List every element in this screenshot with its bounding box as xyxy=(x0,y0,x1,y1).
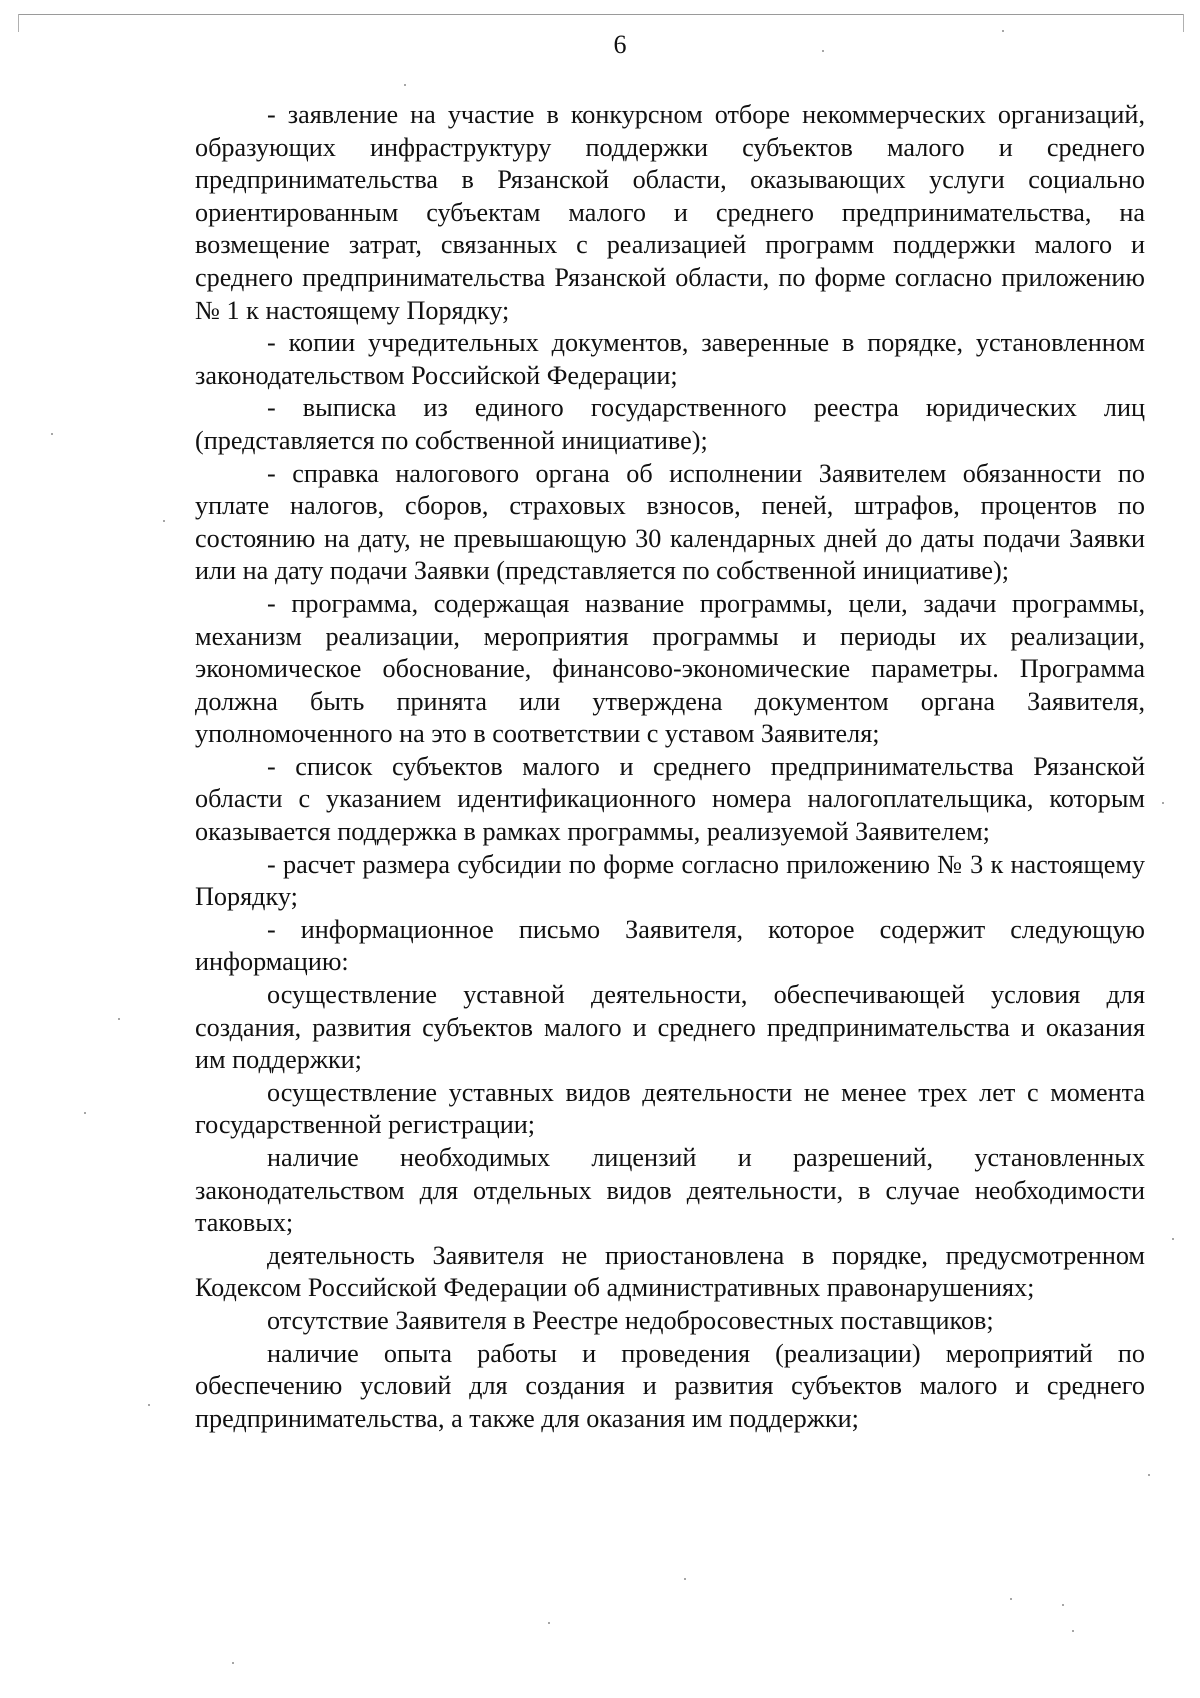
document-body xyxy=(195,99,1145,1435)
paragraph-experience: наличие опыта работы и проведения (реализации) мероприятий по обеспечению условий для создания и развития субъектов малого и среднего предпринимательства, а также для оказания им поддержки; xyxy=(195,1338,1145,1433)
scan-speck xyxy=(51,433,53,435)
scan-speck xyxy=(684,1578,686,1580)
page-number: 6 xyxy=(613,30,627,59)
paragraph-tax-certificate: - справка налогового органа об исполнении Заявителем обязанности по уплате налогов, сборов, страховых взносов, пеней, штрафов, процентов по состоянию на дату, не превышающую 30 календарных дней до даты подачи Заявки или на дату подачи Заявки (представляется по собственной инициативе); xyxy=(195,458,1145,586)
scan-border-top xyxy=(18,14,1184,15)
scan-speck xyxy=(1002,30,1004,32)
scan-speck xyxy=(84,1112,86,1114)
paragraph-sme-list: - список субъектов малого и среднего предпринимательства Рязанской области с указанием идентификационного номера налогоплательщика, которым оказывается поддержка в рамках программы, реализуемой Заявителем; xyxy=(195,751,1145,847)
scan-speck xyxy=(548,1622,550,1624)
scan-speck xyxy=(1010,1598,1012,1600)
scan-speck xyxy=(232,1662,234,1664)
scan-speck xyxy=(1072,1630,1074,1632)
paragraph-registry-absence: отсутствие Заявителя в Реестре недобросовестных поставщиков; xyxy=(267,1305,994,1335)
paragraph-registry-extract: - выписка из единого государственного реестра юридических лиц (представляется по собственной инициативе); xyxy=(195,393,1145,455)
paragraph-information-letter: - информационное письмо Заявителя, которое содержит следующую информацию: xyxy=(195,914,1145,977)
scan-speck xyxy=(1172,1238,1174,1240)
paragraph-three-years: осуществление уставных видов деятельности не менее трех лет с момента государственной регистрации; xyxy=(195,1077,1145,1140)
paragraph-licenses: наличие необходимых лицензий и разрешений, установленных законодательством для отдельных видов деятельности, в случае необходимости таковых; xyxy=(195,1143,1145,1238)
scan-speck xyxy=(404,84,406,86)
paragraph-statutory-activity: осуществление уставной деятельности, обеспечивающей условия для создания, развития субъектов малого и среднего предпринимательства и оказания им поддержки; xyxy=(195,980,1145,1075)
scan-speck xyxy=(1162,802,1164,804)
paragraph-program: - программа, содержащая название программы, цели, задачи программы, механизм реализации, мероприятия программы и периоды их реализации, экономическое обоснование, финансово-экономические параметры. Программа должна быть принята или утверждена документом органа Заявителя, уполномоченного на это в соответствии с уставом Заявителя; xyxy=(195,588,1145,749)
scan-speck xyxy=(1148,1474,1150,1476)
scan-speck xyxy=(1062,1604,1064,1606)
paragraph-subsidy-calculation: - расчет размера субсидии по форме согласно приложению № 3 к настоящему Порядку; xyxy=(195,849,1145,912)
scan-speck xyxy=(822,50,824,52)
scan-speck xyxy=(163,520,165,522)
scan-speck xyxy=(148,1404,150,1406)
scan-speck xyxy=(118,1018,120,1020)
paragraph-founding-documents: - копии учредительных документов, заверенные в порядке, установленном законодательством Российской Федерации; xyxy=(195,328,1145,390)
paragraph-not-suspended: деятельность Заявителя не приостановлена в порядке, предусмотренном Кодексом Российской Федерации об административных правонарушениях; xyxy=(195,1240,1145,1303)
paragraph-application-form: - заявление на участие в конкурсном отборе некоммерческих организаций, образующих инфраструктуру поддержки субъектов малого и среднего предпринимательства в Рязанской области, оказывающих услуги социально ориентированным субъектам малого и среднего предпринимательства, на возмещение затрат, связанных с реализацией программ поддержки малого и среднего предпринимательства Рязанской области, по форме согласно приложению № 1 к настоящему Порядку; xyxy=(195,100,1145,325)
